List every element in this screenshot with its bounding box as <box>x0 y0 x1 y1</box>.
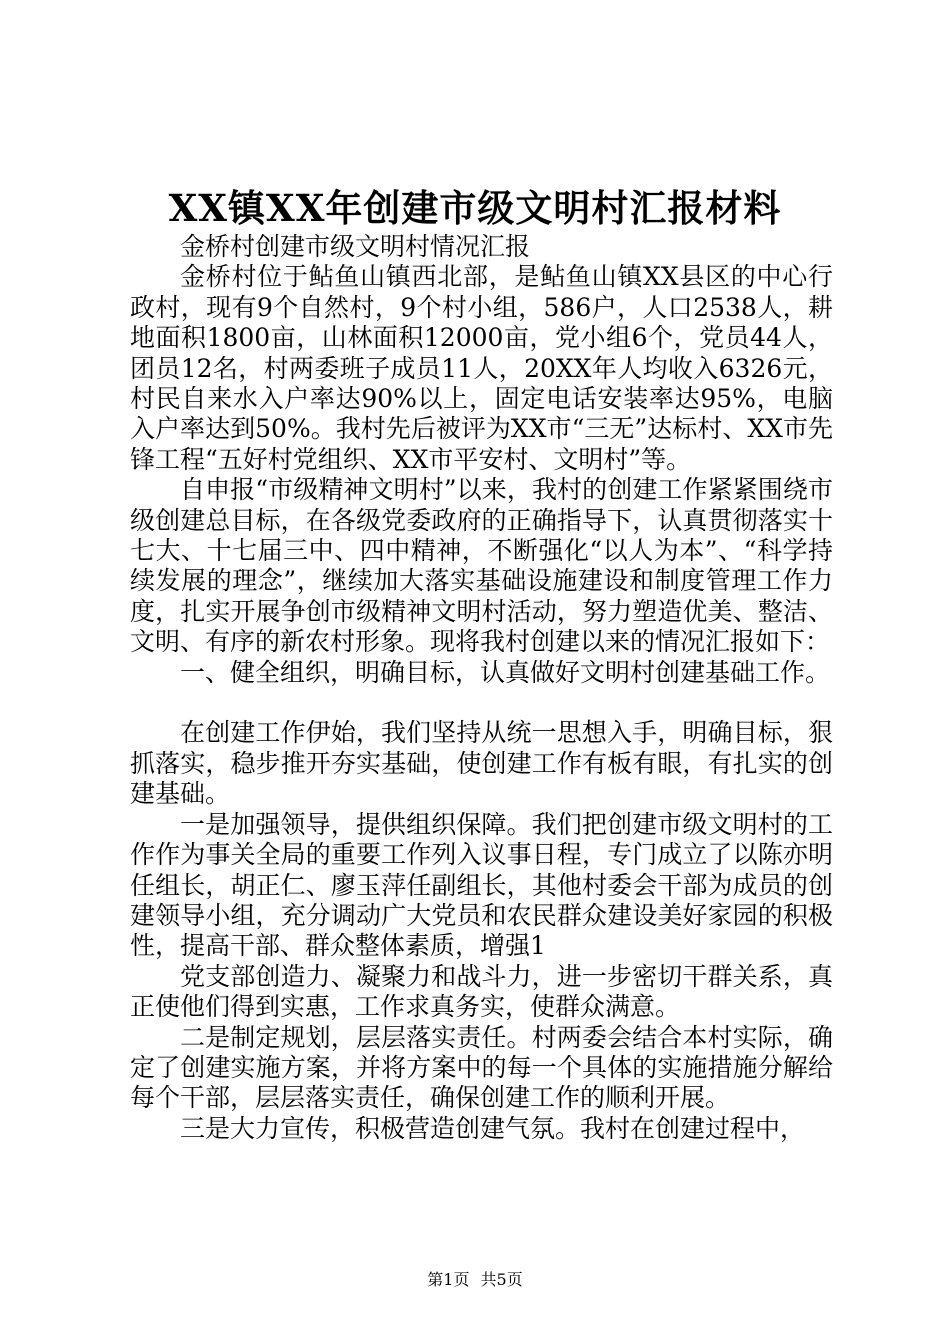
paragraph-planning: 二是制定规划，层层落实责任。村两委会结合本村实际，确定了创建实施方案，并将方案中的每一个具体的实施措施分解给每个干部，层层落实责任，确保创建工作的顺利开展。 <box>130 1022 833 1113</box>
paragraph-initial-work: 在创建工作伊始，我们坚持从统一思想入手，明确目标，狠抓落实，稳步推开夯实基础，使创建工作有板有眼，有扎实的创建基础。 <box>130 718 833 809</box>
paragraph-subtitle: 金桥村创建市级文明村情况汇报 <box>180 232 531 261</box>
paragraph-party-branch: 党支部创造力、凝聚力和战斗力，进一步密切干群关系，真正使他们得到实惠，工作求真务实，使群众满意。 <box>130 961 833 1022</box>
document-body <box>130 232 833 1144</box>
paragraph-publicity: 三是大力宣传，积极营造创建气氛。我村在创建过程中， <box>180 1113 806 1143</box>
page-number-footer: 第1页 共5页 <box>427 1270 523 1289</box>
document-title: XX镇XX年创建市级文明村汇报材料 <box>168 186 782 230</box>
paragraph-creation-work: 自申报“市级精神文明村”以来，我村的创建工作紧紧围绕市级创建总目标，在各级党委政府的正确指导下，认真贯彻落实十七大、十七届三中、四中精神，不断强化“以人为本”、“科学持续发展的理念”，继续加大落实基础设施建设和制度管理工作力度，扎实开展争创市级精神文明村活动，努力塑造优美、整洁、文明、有序的新农村形象。现将我村创建以来的情况汇报如下： <box>130 475 833 657</box>
paragraph-village-overview: 金桥村位于鲇鱼山镇西北部，是鲇鱼山镇XX县区的中心行政村，现有9个自然村，9个村小组，586户，人口2538人，耕地面积1800亩，山林面积12000亩，党小组6个，党员44人，团员12名，村两委班子成员11人，20XX年人均收入6326元，村民自来水入户率达90%以上，固定电话安装率达95%，电脑入户率达到50%。我村先后被评为XX市“三无”达标村、XX市先锋工程“五好村党组织、XX市平安村、文明村”等。 <box>130 262 833 474</box>
paragraph-leadership: 一是加强领导，提供组织保障。我们把创建市级文明村的工作作为事关全局的重要工作列入议事日程，专门成立了以陈亦明任组长，胡正仁、廖玉萍任副组长，其他村委会干部为成员的创建领导小组，充分调动广大党员和农民群众建设美好家园的积极性，提高干部、群众整体素质，增强1 <box>130 809 833 961</box>
section-heading-1: 一、健全组织，明确目标，认真做好文明村创建基础工作。 <box>180 657 831 687</box>
